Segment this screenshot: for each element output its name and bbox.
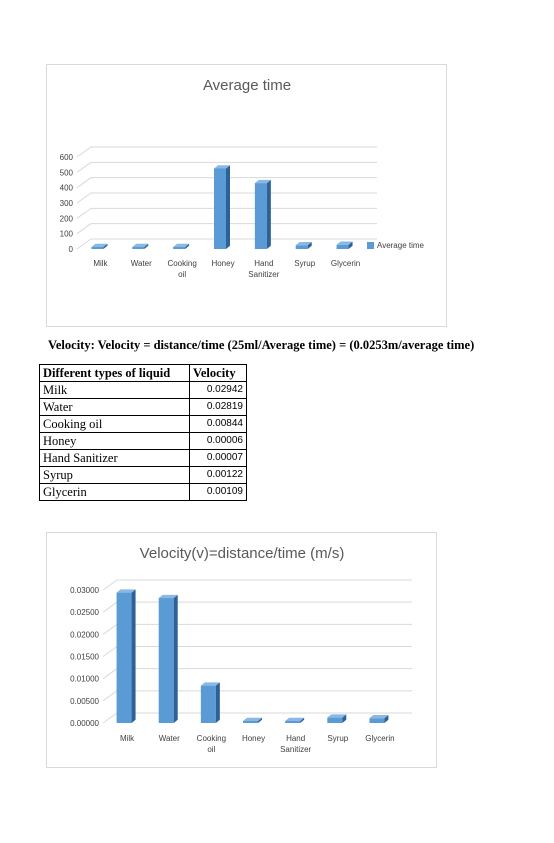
bar [91, 244, 107, 249]
bar-front [173, 247, 185, 249]
y-tick-label: 400 [59, 183, 73, 193]
gridline [103, 602, 412, 612]
gridline [103, 691, 412, 701]
category-label: Syrup [327, 734, 349, 743]
table-row [40, 399, 247, 416]
bar-side [267, 180, 271, 249]
table-row [40, 416, 247, 433]
chart-title: Velocity(v)=distance/time (m/s) [139, 545, 345, 562]
bar-front [243, 721, 258, 723]
velocity-cell: 0.00109 [190, 484, 247, 501]
liquid-cell: Hand Sanitizer [40, 450, 190, 467]
gridline [103, 669, 412, 679]
liquid-cell: Milk [40, 382, 190, 399]
category-label: Milk [119, 734, 135, 743]
category-label: Honey [211, 259, 235, 268]
bar [201, 682, 220, 723]
bar-front [296, 245, 308, 249]
bar-front [337, 245, 349, 249]
velocity-cell: 0.02942 [190, 382, 247, 399]
category-label: Cooking [167, 259, 197, 268]
table-row [40, 433, 247, 450]
bar-front [91, 247, 103, 249]
velocity-formula: Velocity: Velocity = distance/time (25ml/Average time) = (0.0253m/average time) [48, 338, 475, 352]
y-tick-label: 500 [59, 168, 73, 178]
velocity-cell: 0.00122 [190, 467, 247, 484]
average-time-chart [46, 64, 447, 327]
bar [214, 165, 230, 249]
bar-side [174, 595, 178, 723]
liquid-cell: Cooking oil [40, 416, 190, 433]
category-label: Honey [241, 734, 266, 743]
velocity-chart-svg [47, 533, 438, 769]
table-row [40, 382, 247, 399]
category-label: Water [158, 734, 180, 743]
bar-front [327, 718, 342, 723]
bar-front [285, 721, 300, 723]
category-label: Glycerin [330, 259, 361, 268]
category-label: Cooking [196, 734, 227, 743]
category-label: Hand [254, 259, 274, 268]
gridline [103, 647, 412, 657]
velocity-chart [46, 532, 437, 768]
category-label: Water [130, 259, 152, 268]
y-tick-label: 0.02500 [70, 608, 99, 618]
category-label: Milk [93, 259, 108, 268]
category-label: Sanitizer [280, 745, 312, 754]
category-label: Syrup [294, 259, 316, 268]
column-header-liquid: Different types of liquid [40, 365, 190, 382]
liquid-cell: Honey [40, 433, 190, 450]
category-label: Hand [286, 734, 306, 743]
velocity-cell: 0.02819 [190, 399, 247, 416]
velocity-cell: 0.00844 [190, 416, 247, 433]
bar [243, 718, 262, 723]
category-label: oil [178, 270, 187, 279]
bar [255, 180, 271, 249]
bar [369, 715, 388, 723]
bar-front [201, 686, 216, 723]
legend-swatch [367, 242, 374, 249]
bar [296, 242, 312, 249]
y-tick-label: 0.00500 [70, 696, 99, 706]
liquid-cell: Water [40, 399, 190, 416]
y-tick-label: 0.03000 [70, 586, 99, 595]
category-label: Sanitizer [248, 270, 280, 279]
liquid-cell: Syrup [40, 467, 190, 484]
category-label: Glycerin [365, 734, 395, 743]
liquid-cell: Glycerin [40, 484, 190, 501]
bar-side [216, 682, 220, 723]
velocity-table [39, 364, 247, 501]
bar-front [132, 247, 144, 249]
category-label: oil [207, 745, 216, 754]
velocity-cell: 0.00006 [190, 433, 247, 450]
y-tick-label: 0.00000 [70, 719, 99, 728]
bar-front [214, 169, 226, 250]
velocity-cell: 0.00007 [190, 450, 247, 467]
y-tick-label: 0.01500 [70, 652, 99, 662]
bar-front [159, 598, 174, 723]
bar-front [117, 593, 132, 723]
table-row [40, 484, 247, 501]
bar [285, 718, 304, 723]
bar-front [369, 718, 384, 723]
bar-front [255, 183, 267, 249]
chart-title: Average time [202, 77, 292, 94]
legend [367, 241, 425, 250]
bar [337, 242, 353, 249]
legend-label: Average time [377, 241, 424, 250]
y-tick-label: 200 [59, 214, 73, 224]
bar [159, 595, 178, 723]
gridline [77, 147, 377, 157]
bar [132, 244, 148, 249]
bar [327, 714, 346, 723]
table-header-row [40, 365, 247, 382]
bar [173, 244, 189, 249]
bar-side [226, 165, 230, 249]
average-time-chart-svg [47, 65, 448, 328]
bar [117, 589, 136, 723]
y-tick-label: 0 [68, 245, 73, 254]
y-tick-label: 300 [59, 199, 73, 208]
bar-side [132, 589, 136, 723]
gridline [103, 580, 412, 590]
column-header-velocity: Velocity [190, 365, 247, 382]
y-tick-label: 0.01000 [70, 674, 99, 684]
table-row [40, 450, 247, 467]
table-row [40, 467, 247, 484]
gridline [103, 624, 412, 634]
y-tick-label: 0.02000 [70, 630, 99, 640]
y-tick-label: 100 [59, 229, 73, 239]
y-tick-label: 600 [59, 153, 73, 162]
